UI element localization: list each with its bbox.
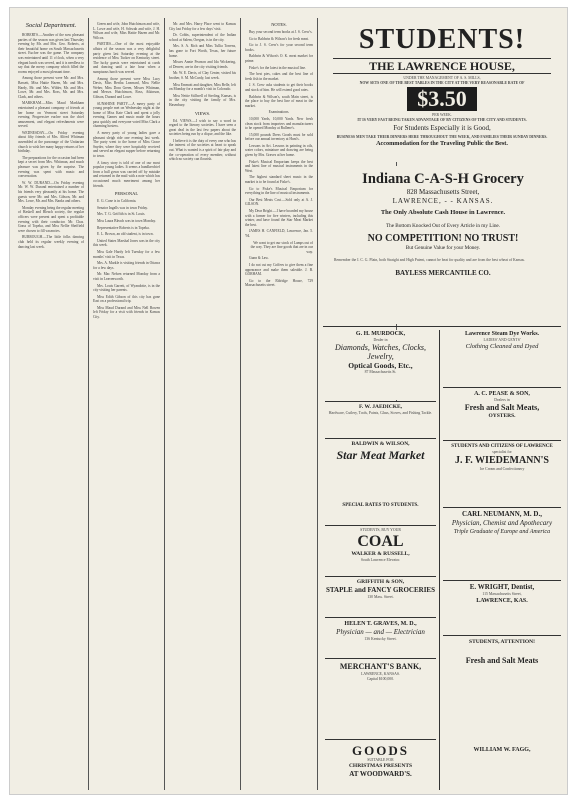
management-line: UNDER THE MANAGEMENT OF A. S. MILLS,: [403, 76, 481, 80]
ad-divider: [323, 326, 561, 327]
column-divider: [164, 18, 165, 790]
genuine-value-line: But Genuine Value for your Money.: [405, 245, 481, 251]
personal-item: Miss Nettie Stillwell of Sterling, Kansas, is in the city visiting the family of Mrs. Hasenbury.: [169, 93, 236, 107]
social-paragraph: Among those present were Mr. and Mrs. Bassett, Miss Hattie Hazen, Mr. and Mrs. Hardy, Mr. and Mrs. Wilder, Mr. and Mrs. Lowe, Mr. and Mrs. Ross, Mr. and Mrs. Clark, and others.: [18, 76, 84, 99]
pease-sub: Dealers in: [494, 398, 510, 402]
personal-item: E. L. Brown, an old student, is in town.: [97, 232, 154, 237]
graves-address: 136 Kentucky Street.: [364, 637, 397, 641]
for-students-line: For Students Especially it is Good,: [393, 124, 491, 133]
personal-item: Miss Maud Durand and Miss Nell Bowen left Friday for a visit with friends in Kansas City.: [93, 305, 160, 320]
social-paragraph: W. W. DURAND.—On Friday evening Mr. W. W. Durand entertained a number of his friends very pleasantly at his home. The guests were Mr. and Mrs. Gibson, Mr. and Mrs. Lowe, Mr. and Mrs. Banks and others.: [18, 180, 84, 204]
murdock-dealer: Dealer in: [373, 338, 388, 342]
personal-item: United States Marshal Jones was in the city this week.: [93, 238, 160, 248]
fagg-name: WILLIAM W. FAGG,: [473, 747, 531, 753]
notes-body: [245, 30, 313, 288]
note-item: The best pies, cakes and the best line of fresh fish in the market.: [245, 72, 313, 81]
note-item: 15,000 pounds Dress Goods must be sold before our annual inventory at Hunt's.: [245, 132, 313, 142]
jaedicke-name: F. W. JAEDICKE,: [358, 404, 403, 410]
parties-paragraph: A fancy story is told of one of our most popular young ladies. It seems a handkerchief from a ball gown was carried off by mistake and returned in the mail with a note which has occasioned much merriment among her friends.: [93, 160, 160, 188]
dye-title: Lawrence Steam Dye Works.: [464, 331, 540, 337]
note-item: Baldwin & Wilson's, south Main street, is the place to buy the best line of meat in the market.: [245, 94, 313, 108]
personal-item: Miss Laura Bleach was in town Monday.: [97, 218, 156, 223]
graves-title: Physician — and — Electrician: [336, 628, 425, 636]
parties-paragraph: SUNSHINE PARTY.—A merry party of young people met on Wednesday night at the home of Miss Kate Clark and spent a jolly evening. Games and music made the hours pass quickly and everyone voted Miss Clark a charming hostess.: [93, 101, 160, 129]
merchants-bank-ad: [325, 658, 436, 739]
note-item: Buy your second term books at J. S. Crew's.: [249, 30, 313, 34]
note-item: Go to J. S. Crew's for your second term books.: [245, 43, 313, 52]
note-item: Go to the Eldridge House, 729 Massachusetts street.: [245, 278, 313, 288]
best-place-line: IT IS VERY FAST BEING TAKEN ADVANTAGE OF BY CITIZENS OF THE CITY AND STUDENTS.: [357, 117, 527, 122]
note-item: JAMES H. CANFIELD, Lawrence, Jan. 5. '94.: [245, 229, 313, 238]
fagg-ad: [443, 635, 561, 790]
students-citizens-line: STUDENTS AND CITIZENS OF LAWRENCE: [451, 444, 553, 449]
lawrence-house-ad: [323, 18, 561, 162]
wiedemann-ad: [443, 440, 561, 507]
jaedicke-text: Hardware, Cutlery, Tools, Paints, Glass, Stoves, and Fishing Tackle.: [328, 411, 433, 415]
per-week-label: PER WEEK.: [432, 113, 452, 118]
specialist-line: specialist for: [492, 450, 512, 454]
social-paragraph: Monday evening being the regular meeting of Haskell and Bleach society, the regular officers were present and spent a profitable evening with their conductor. Mr. Chas. Grass of Topeka, and Miss Nellie Sheffield were chosen to fill vacancies.: [18, 205, 84, 233]
bank-city: LAWRENCE, KANSAS.: [361, 672, 400, 676]
accommodation-line: Accommodation for the Traveling Public the Best.: [376, 139, 508, 147]
personal-item: Mrs. A. Markle is visiting friends in Ottawa for a few days.: [93, 261, 160, 270]
neumann-name: CARL NEUMANN, M. D.,: [462, 510, 542, 518]
personal-item: E. G. Cone is in California.: [97, 199, 137, 204]
pease-name: A. C. PEASE & SON,: [474, 391, 530, 397]
personal-item: Mr. and Mrs. Harry Place went to Kansas City last Friday for a few days' visit.: [169, 22, 236, 31]
note-item: Fiske's Musical Emporium keeps the best and latest line of musical instruments in the West.: [245, 159, 313, 173]
murdock-goods: Diamonds, Watches, Clocks, Jewelry,: [334, 342, 427, 361]
goods-title: GOODS: [352, 743, 409, 758]
graves-name: HELEN T. GRAVES, M. D.,: [344, 621, 417, 627]
note-item: I do not cut my Coffees to give them a fine appearance and make them saleable. J. B. GORHAM.: [245, 262, 313, 277]
fresh-salt-title: Fresh and Salt Meats,: [464, 402, 540, 412]
special-rates-line: SPECIAL RATES TO STUDENTS.: [342, 503, 419, 508]
dye-ladies: LADIES' AND GENTS': [483, 338, 521, 342]
social-paragraph: The preparations for the occasion had been kept a secret from Mrs. Whitman, and much pleasure was given by the surprise. The evening was spent with music and conversation.: [18, 155, 84, 179]
christmas-line: CHRISTMAS PRESENTS: [348, 762, 413, 769]
personal-continued: [169, 22, 236, 108]
neumann-sub: Triple Graduate of Europe and America: [453, 529, 551, 535]
personal-item: Dr. Cobbs, superintendent of the Indian school at Salem, Oregon, is in the city.: [169, 33, 236, 42]
personal-item: Misses Annie Pearson and Ida Wickering, of Denver, are in the city visiting friends.: [169, 60, 236, 69]
walker-address: South Lawrence Elevator.: [360, 557, 401, 562]
goods-sub: SUITABLE FOR: [367, 758, 394, 762]
note-item: We want to get our stock of Lamps out of the way. They are fine goods that are in our way.: [250, 240, 313, 254]
parties-paragraph: A merry party of young ladies gave a pleasant sleigh ride one evening last week. The party went to the home of Miss Grace Snyder, where they were hospitably received and served an elegant supper before returning to town.: [93, 131, 160, 159]
social-heading: Social Department.: [25, 22, 77, 29]
column-divider: [317, 18, 318, 790]
views-paragraph: I believe it is the duty of every one who has the interest of the societies at heart to speak out. What is wanted is a spirit of fair play and the co-operation of every member, without which no society can flourish.: [169, 138, 236, 162]
social-body: [18, 33, 84, 249]
note-item: 10,000 Yards, 10,000 Yards. New fresh clean stock from importers and manufacturers to be opened Monday at Bullene's.: [245, 116, 313, 131]
column-social: [18, 22, 84, 251]
pease-ad: [443, 387, 561, 440]
bayless-name: BAYLESS MERCANTILE CO.: [395, 268, 491, 277]
dye-clothing: Clothing Cleaned and Dyed: [465, 342, 539, 350]
graves-ad: [325, 617, 436, 658]
students-buy-line: STUDENTS, BUY YOUR: [360, 528, 401, 532]
grocery-title: Indiana C-A-S-H Grocery: [362, 171, 524, 187]
grocery-bottom-line: The Bottom Knocked Out of Every Article in my Line.: [385, 223, 501, 229]
notes-heading: NOTES.: [271, 22, 287, 27]
murdock-ad: [325, 330, 436, 400]
social-paragraph: BURROUGH.—The little folks dancing club held its regular weekly evening of dancing last week.: [18, 235, 84, 249]
wiedemann-name: J. F. WIEDEMANN'S: [455, 454, 549, 466]
note-item: My Dear Bright.—I have boarded my house with a farmer for five winters, including this winter, and have found the Star Meat Market the best.: [245, 209, 313, 227]
staple-line: STAPLE and FANCY GROCERIES: [326, 586, 435, 594]
wright-name: E. WRIGHT, Dentist,: [469, 583, 535, 591]
fresh-salt-title-2: Fresh and Salt Meats: [465, 656, 539, 665]
personal-body: [93, 199, 160, 319]
parties-paragraph: PARTIES.—One of the most enjoyable affairs of the season was a very delightful party given last Saturday evening at the residence of Miss Tucker on Kentucky street. The lucky guests were entertained at cards and dancing until a late hour when a sumptuous lunch was served.: [93, 42, 160, 74]
note-item: Lessons in Art. Lessons in painting in oils, water colors, miniature and drawing are being given by Mrs. Graves at her home.: [245, 143, 313, 158]
note-item: The highest standard sheet music in the market is to be found at Fiske's.: [245, 175, 313, 185]
note-item: Fiske's for the latest in the musical line.: [249, 65, 306, 70]
woodward-ad: [325, 739, 436, 790]
column-divider: [240, 18, 241, 790]
price-badge: $3.50: [407, 87, 477, 111]
note-item: Our Best Meats Cost.—Sold only at A. J. GILSON.: [245, 197, 313, 207]
views-heading: VIEWS.: [194, 110, 211, 116]
murdock-optical: Optical Goods, Etc.,: [348, 360, 413, 370]
views-body: [169, 119, 236, 162]
views-paragraph: Ed. VIEWS.—I wish to say a word in regard to the literary societies. I have seen a great deal in the last few papers about the societies being run by a clique, and the like.: [169, 118, 236, 137]
personal-item: Mrs. Louis Garrett, of Wyandotte, is in the city visiting her parents.: [93, 283, 160, 293]
social-paragraph: ROBERTS.—Another of the now pleasant parties of the season was given last Thursday evening by Mr. and Mrs. Geo. Roberts, at their beautiful home on South Massachusetts street. Euchre was the game. The company was entertained until 11 o'clock, when a very elegant lunch was served, and it is needless to say that the merry company which filled the rooms enjoyed a most pleasant time.: [18, 33, 84, 74]
personal-item: Mrs. T. G. Griffith is in St. Louis.: [97, 212, 146, 217]
wright-address: 115 Massachusetts Street,: [482, 592, 522, 596]
column-divider: [88, 18, 89, 790]
note-item: J. S. Crew asks students to get their books and stock of him. He will extend good rates.: [245, 83, 313, 92]
note-item: Baldwin & Wilson's O. K. meat market for prime.: [245, 54, 313, 63]
parties-body: [93, 22, 160, 188]
bank-capital: Capital $100,000.: [366, 676, 395, 681]
social-paragraph: WEDNESDAY.—On Friday evening about fifty friends of Mrs. Alfred Whitman assembled at the parsonage of the Unitarian church to wish her many happy returns of her birthday.: [18, 130, 84, 154]
neumann-ad: [443, 507, 561, 580]
coal-title: COAL: [357, 532, 404, 550]
table-rate-line: NOW SETS ONE OF THE BEST TABLES IN THE CITY AT THE VERY REASONABLE RATE OF: [359, 80, 525, 85]
bank-name: MERCHANT'S BANK,: [339, 662, 422, 671]
grocery-ad: [328, 166, 558, 324]
newspaper-page: [9, 7, 568, 795]
personal-item: Mrs. S. A. Rich and Miss Tullia Torrens, has gone to Fort Worth, Texas, her future home.: [169, 44, 236, 58]
personal-item: Miss Edith Gibson of this city has gone East on a professional trip.: [93, 294, 160, 304]
business-men-line: BUSINESS MEN TAKE THEIR DINNERS HERE THROUGHOUT THE WEEK, AND FAMILIES THEIR SUNDAY DINNERS.: [336, 135, 548, 140]
attention-line: STUDENTS, ATTENTION!: [469, 639, 535, 645]
personal-item: Miss Gale Hardy left Tuesday for a few months' visit in Texas.: [93, 249, 160, 259]
no-competition-line: NO COMPETITION! NO TRUST!: [367, 233, 519, 244]
woodward-line: AT WOODWARD'S.: [349, 769, 412, 778]
note-item: Go to Baldwin & Wilson's for fresh meat.: [249, 36, 309, 41]
personal-heading: PERSONAL: [114, 191, 139, 197]
oysters-line: OYSTERS.: [488, 412, 516, 419]
baldwin-name: BALDWIN & WILSON,: [351, 441, 410, 447]
wiedemann-sub: Ice Cream and Confectionery: [479, 466, 525, 471]
personal-item: Miss Emmott and daughter, Miss Belle, left on Monday for a month's visit in Colorado.: [169, 82, 236, 92]
personal-item: Mr. Mac Nelsen returned Monday from a visit in Leavenworth.: [93, 272, 160, 281]
column-views: [169, 22, 236, 164]
griffith-name: GRIFFITH & SON,: [356, 579, 405, 585]
griffith-address: 130 Mass. Street.: [367, 595, 394, 599]
neumann-title: Physician, Chemist and Apothecary: [451, 519, 553, 527]
personal-item: Senator Ingalls was in town Friday.: [97, 205, 148, 210]
dye-works-ad: [443, 330, 561, 386]
personal-item: Mr. W. E. Davis, of Clay Center, visited his brother, S. M. McCurdy, last week.: [169, 71, 236, 80]
wright-city: LAWRENCE, KAS.: [476, 597, 528, 604]
remember-line: Remember the I. C. G. Plain, both Straight and High Patent, cannot be beat for quality and are from the best wheat of Kansas.: [334, 258, 525, 262]
walker-name: WALKER & RUSSELL,: [351, 550, 410, 557]
note-item: Go to Fiske's Musical Emporium for everything in the line of musical instruments.: [245, 186, 313, 196]
jaedicke-ad: [325, 401, 436, 438]
students-title: STUDENTS!: [358, 24, 526, 55]
column-parties: [93, 22, 160, 322]
murdock-name: G. H. MURDOCK,: [355, 331, 406, 337]
griffith-ad: [325, 576, 436, 617]
coal-ad: [325, 525, 436, 576]
grocery-address: 828 Massachusetts Street,: [406, 188, 480, 196]
parties-paragraph: Among those present were Miss Lucy Davis, Miss Bertha Learnard, Miss Nellie Weber, Miss Dora Green, Misses Whitman, and Messrs. Hutchinson, Ross, Atkinson, Gibson, Durand and Lowe.: [93, 76, 160, 99]
grocery-city: LAWRENCE, - - KANSAS.: [392, 197, 494, 205]
star-meat-ad: [325, 438, 436, 525]
personal-item: Representative Roberts is in Topeka.: [97, 225, 150, 230]
ad-column-divider: [439, 330, 440, 790]
parties-paragraph: Green and wife, John Hutchinson and wife, L. Lowe and wife, H. Schwab and wife, J. H. Wilson and wife, Miss Hattie Hazen and Mr. Wilcox.: [93, 22, 160, 40]
social-paragraph: MARKHAM.—Miss Maud Markham entertained a pleasant company of friends at her home on Vermont street Saturday evening. Progressive euchre was the chief amusement, and elegant refreshments were served.: [18, 101, 84, 129]
grocery-tagline: The Only Absolute Cash House in Lawrence.: [380, 209, 506, 216]
note-item: Examinations.: [268, 110, 290, 115]
star-meat-title: Star Meat Market: [336, 448, 425, 462]
wright-ad: [443, 580, 561, 635]
note-item: Gunn & Law.: [249, 256, 269, 261]
murdock-address: 87 Massachusetts St.: [364, 369, 397, 374]
column-notes: [245, 22, 313, 290]
lawrence-house-title: THE LAWRENCE HOUSE,: [333, 58, 551, 74]
